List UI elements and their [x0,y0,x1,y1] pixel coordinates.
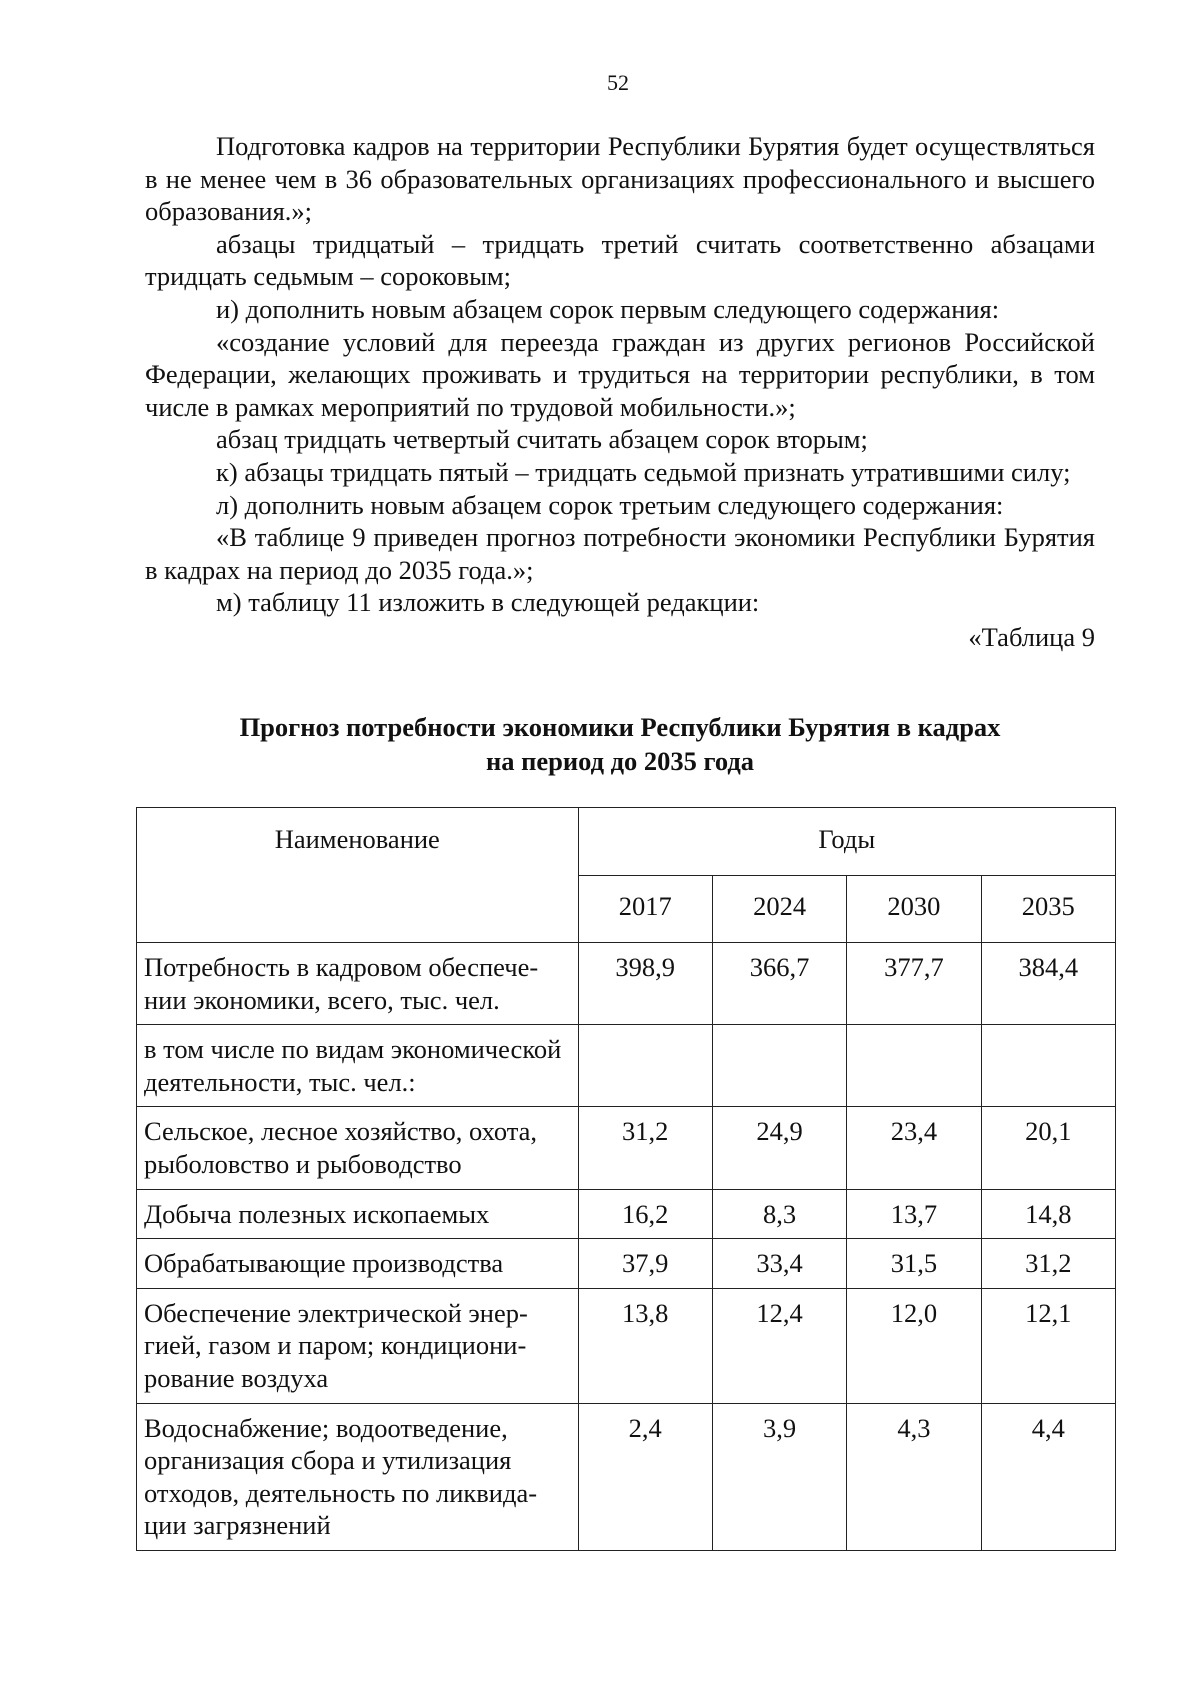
row-value: 16,2 [578,1189,712,1239]
page-number: 52 [607,70,629,95]
header-years-group: Годы [578,808,1115,876]
paragraph: и) дополнить новым абзацем сорок первым следующего содержания: [216,293,1000,324]
row-value: 366,7 [712,943,846,1025]
table-label: «Таблица 9 [968,621,1095,652]
table-title-line: на период до 2035 года [485,746,755,776]
table-title-line: Прогноз потребности экономики Республики Бурятия в кадрах [239,712,1001,742]
table-row [137,1239,1116,1289]
table-row [137,1403,1116,1550]
table-header-row [137,808,1116,876]
row-value: 13,7 [847,1189,981,1239]
row-value: 12,1 [981,1288,1115,1403]
paragraph: л) дополнить новым абзацем сорок третьим следующего содержания: [216,489,1004,520]
row-value: 8,3 [712,1189,846,1239]
row-value [847,1025,981,1107]
table-row [137,1025,1116,1107]
row-value: 12,0 [847,1288,981,1403]
table-title [145,710,1095,778]
row-value: 2,4 [578,1403,712,1550]
row-value: 24,9 [712,1107,846,1189]
table-row [137,943,1116,1025]
paragraph: «создание условий для переезда граждан из других регионов Российской Федерации, желающих проживать и трудиться на территории республики, в том числе в рамках мероприятий по трудовой мобильности.»; [145,326,1095,422]
row-value: 37,9 [578,1239,712,1289]
row-value [981,1025,1115,1107]
table-row [137,1288,1116,1403]
row-name: Потребность в кадровом обеспечении экономики, всего, тыс. чел. [137,943,579,1025]
row-value: 31,2 [578,1107,712,1189]
header-name: Наименование [137,808,579,943]
row-name: Обрабатывающие производства [137,1239,579,1289]
paragraph: абзацы тридцатый – тридцать третий считать соответственно абзацами тридцать седьмым – сороковым; [145,228,1095,292]
table-row [137,1189,1116,1239]
row-value: 20,1 [981,1107,1115,1189]
paragraph: Подготовка кадров на территории Республики Бурятия будет осуществляться в не менее чем в 36 образовательных организациях профессионального и высшего образования.»; [145,131,1095,227]
row-value: 31,5 [847,1239,981,1289]
forecast-table [136,807,1116,1551]
paragraph: к) абзацы тридцать пятый – тридцать седьмой признать утратившими силу; [216,456,1071,487]
row-name: Обеспечение электрической энергией, газом и паром; кондиционирование воздуха [137,1288,579,1403]
header-year: 2024 [712,876,846,943]
row-name: в том числе по видам экономической деятельности, тыс. чел.: [137,1025,579,1107]
row-value: 33,4 [712,1239,846,1289]
table-row [137,1107,1116,1189]
row-value: 31,2 [981,1239,1115,1289]
row-value: 377,7 [847,943,981,1025]
paragraph: «В таблице 9 приведен прогноз потребности экономики Республики Бурятия в кадрах на период до 2035 года.»; [145,522,1095,585]
row-value: 384,4 [981,943,1115,1025]
paragraph: абзац тридцать четвертый считать абзацем сорок вторым; [216,424,868,455]
row-value: 23,4 [847,1107,981,1189]
row-value: 14,8 [981,1189,1115,1239]
row-name: Добыча полезных ископаемых [137,1189,579,1239]
row-name: Водоснабжение; водоотведение, организация сбора и утилизация отходов, деятельность по ликвидации загрязнений [137,1403,579,1550]
header-year: 2035 [981,876,1115,943]
row-value [578,1025,712,1107]
body-text [145,130,1095,654]
row-name: Сельское, лесное хозяйство, охота, рыболовство и рыбоводство [137,1107,579,1189]
paragraph: м) таблицу 11 изложить в следующей редакции: [216,587,760,618]
row-value [712,1025,846,1107]
row-value: 4,3 [847,1403,981,1550]
header-year: 2030 [847,876,981,943]
header-year: 2017 [578,876,712,943]
row-value: 4,4 [981,1403,1115,1550]
row-value: 13,8 [578,1288,712,1403]
row-value: 3,9 [712,1403,846,1550]
row-value: 398,9 [578,943,712,1025]
row-value: 12,4 [712,1288,846,1403]
